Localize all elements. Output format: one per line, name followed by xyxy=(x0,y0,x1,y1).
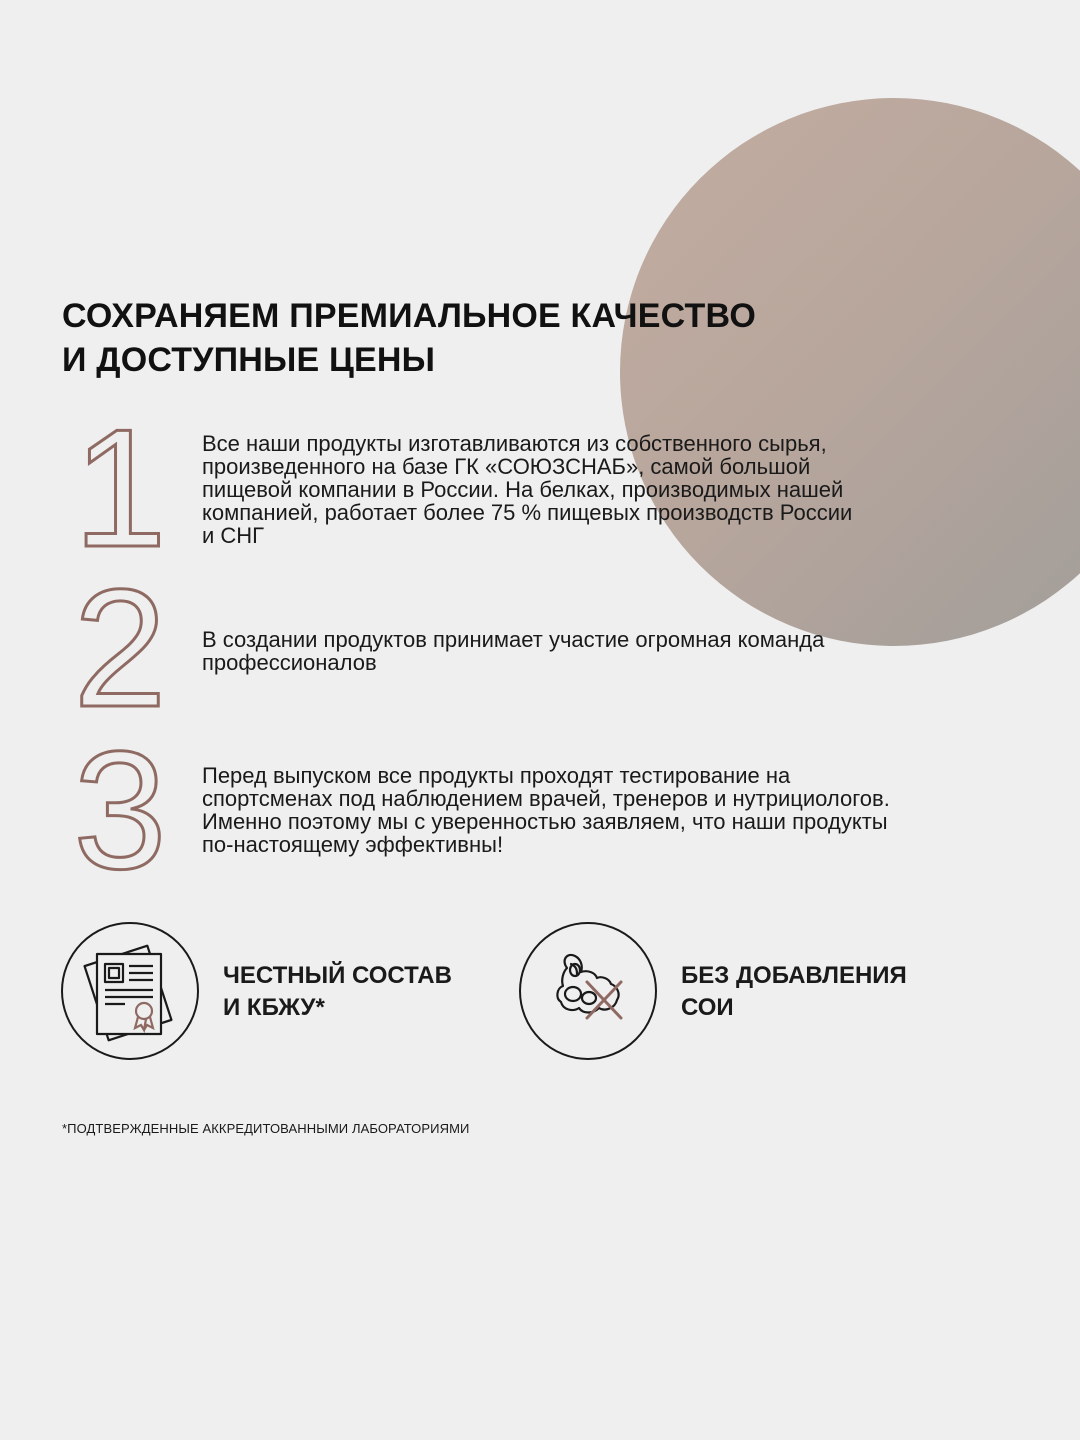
title-line-1: СОХРАНЯЕМ ПРЕМИАЛЬНОЕ КАЧЕСТВО xyxy=(62,297,757,335)
item-3-line-2: спортсменах под наблюдением врачей, тренеров и нутрициологов. xyxy=(202,786,890,811)
item-3-line-3: Именно поэтому мы с уверенностью заявляем, что наши продукты xyxy=(202,809,888,834)
numbered-item-2 xyxy=(60,554,1000,742)
certificate-icon xyxy=(61,922,199,1060)
title-line-2: И ДОСТУПНЫЕ ЦЕНЫ xyxy=(62,341,436,379)
item-2-text xyxy=(202,628,982,674)
item-1-line-1: Все наши продукты изготавливаются из собственного сырья, xyxy=(202,431,827,456)
item-1-line-3: пищевой компании в России. На белках, производимых нашей xyxy=(202,477,844,502)
numeral-3: 3 xyxy=(73,716,167,904)
feature-no-soy xyxy=(519,922,979,1062)
feature-2-line-2: СОИ xyxy=(681,994,734,1021)
soy-bean-crossed-icon xyxy=(521,924,655,1058)
item-3-text xyxy=(202,764,982,856)
item-1-line-4: компанией, работает более 75 % пищевых производств России xyxy=(202,500,853,525)
item-2-line-1: В создании продуктов принимает участие огромная команда xyxy=(202,627,825,652)
feature-1-line-2: И КБЖУ* xyxy=(223,994,325,1021)
feature-2-line-1: БЕЗ ДОБАВЛЕНИЯ xyxy=(681,962,907,989)
feature-2-label xyxy=(681,960,981,1024)
numeral-1: 1 xyxy=(73,394,167,582)
footnote: *ПОДТВЕРЖДЕННЫЕ АККРЕДИТОВАННЫМИ ЛАБОРАТОРИЯМИ xyxy=(62,1121,470,1136)
certificate-icon-graphic xyxy=(63,924,197,1058)
item-1-line-5: и СНГ xyxy=(202,523,265,548)
page-title xyxy=(62,294,942,382)
item-1-line-2: произведенного на базе ГК «СОЮЗСНАБ», самой большой xyxy=(202,454,811,479)
numbered-item-3 xyxy=(60,716,1000,904)
feature-1-label xyxy=(223,960,523,1024)
item-1-text xyxy=(202,432,982,547)
numbered-item-1 xyxy=(60,394,1000,582)
item-3-line-4: по-настоящему эффективны! xyxy=(202,832,504,857)
feature-honest-composition xyxy=(61,922,521,1062)
no-soy-icon xyxy=(519,922,657,1060)
feature-1-line-1: ЧЕСТНЫЙ СОСТАВ xyxy=(223,962,452,989)
item-3-line-1: Перед выпуском все продукты проходят тестирование на xyxy=(202,763,791,788)
item-2-line-2: профессионалов xyxy=(202,650,377,675)
numeral-2: 2 xyxy=(73,554,167,742)
